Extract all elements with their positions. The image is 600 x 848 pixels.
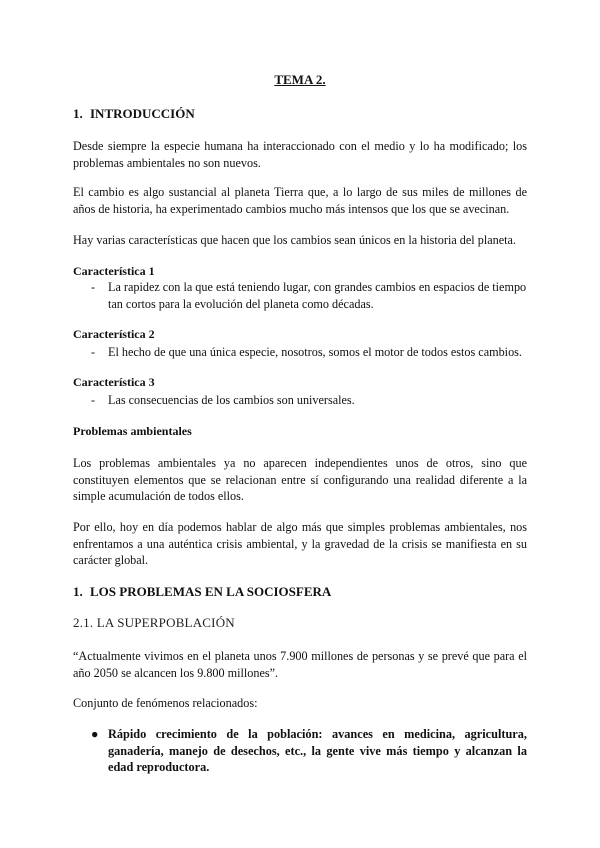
characteristic-3-text: Las consecuencias de los cambios son universales. [108,393,355,407]
section-heading-sociosfera [73,584,332,600]
intro-paragraph-1: Desde siempre la especie humana ha interaccionado con el medio y lo ha modificado; los problemas ambientales no son nuevos. [73,139,527,170]
section-number: 1. [73,106,83,121]
document-title: TEMA 2. [274,72,326,87]
characteristic-1-text: La rapidez con la que está teniendo lugar, con grandes cambios en espacios de tiempo tan cortos para la evolución del planeta como décadas. [108,280,527,311]
dash-marker: - [91,280,96,294]
conjunto-paragraph: Conjunto de fenómenos relacionados: [73,696,258,710]
problems-paragraph-1: Los problemas ambientales ya no aparecen independientes unos de otros, sino que constituyen elementos que se relacionan entre sí configurando una realidad diferente a la simple acumulación de todos ellos. [73,456,527,503]
characteristic-3-item [91,392,527,409]
problems-title: Problemas ambientales [73,424,192,438]
intro-paragraph-3: Hay varias características que hacen que los cambios sean únicos en la historia del planeta. [73,233,516,247]
bullet-text: Rápido crecimiento de la población: avances en medicina, agricultura, ganadería, manejo de desechos, etc., la gente vive más tiempo y alcanzan la edad reproductora. [108,727,527,774]
quote-paragraph: “Actualmente vivimos en el planeta unos 7.900 millones de personas y se prevé que para el año 2050 se alcancen los 9.800 millones”. [73,649,527,680]
characteristic-1-title: Característica 1 [73,264,155,278]
section-heading-text: LOS PROBLEMAS EN LA SOCIOSFERA [90,584,332,599]
problems-paragraph-2: Por ello, hoy en día podemos hablar de algo más que simples problemas ambientales, nos enfrentamos a una auténtica crisis ambiental, y la gravedad de la crisis se manifiesta en su carácter global. [73,520,527,567]
characteristic-2-title: Característica 2 [73,327,155,341]
dash-marker: - [91,393,96,407]
characteristic-3-title: Característica 3 [73,375,155,389]
section-heading-text: INTRODUCCIÓN [90,106,195,121]
characteristic-2-item [91,344,527,361]
section-heading-introduccion [73,106,195,122]
bullet-icon: ● [91,727,99,741]
characteristic-2-text: El hecho de que una única especie, nosotros, somos el motor de todos estos cambios. [108,345,522,359]
intro-paragraph-2: El cambio es algo sustancial al planeta Tierra que, a lo largo de sus miles de millones de años de historia, ha experimentado cambios mucho más intensos que los que se avecinan. [73,185,527,216]
characteristic-1-item [91,279,527,312]
bullet-item-crecimiento [91,726,527,776]
section-number: 1. [73,584,83,599]
dash-marker: - [91,345,96,359]
subsection-heading-superpoblacion: 2.1. LA SUPERPOBLACIÓN [73,615,235,630]
